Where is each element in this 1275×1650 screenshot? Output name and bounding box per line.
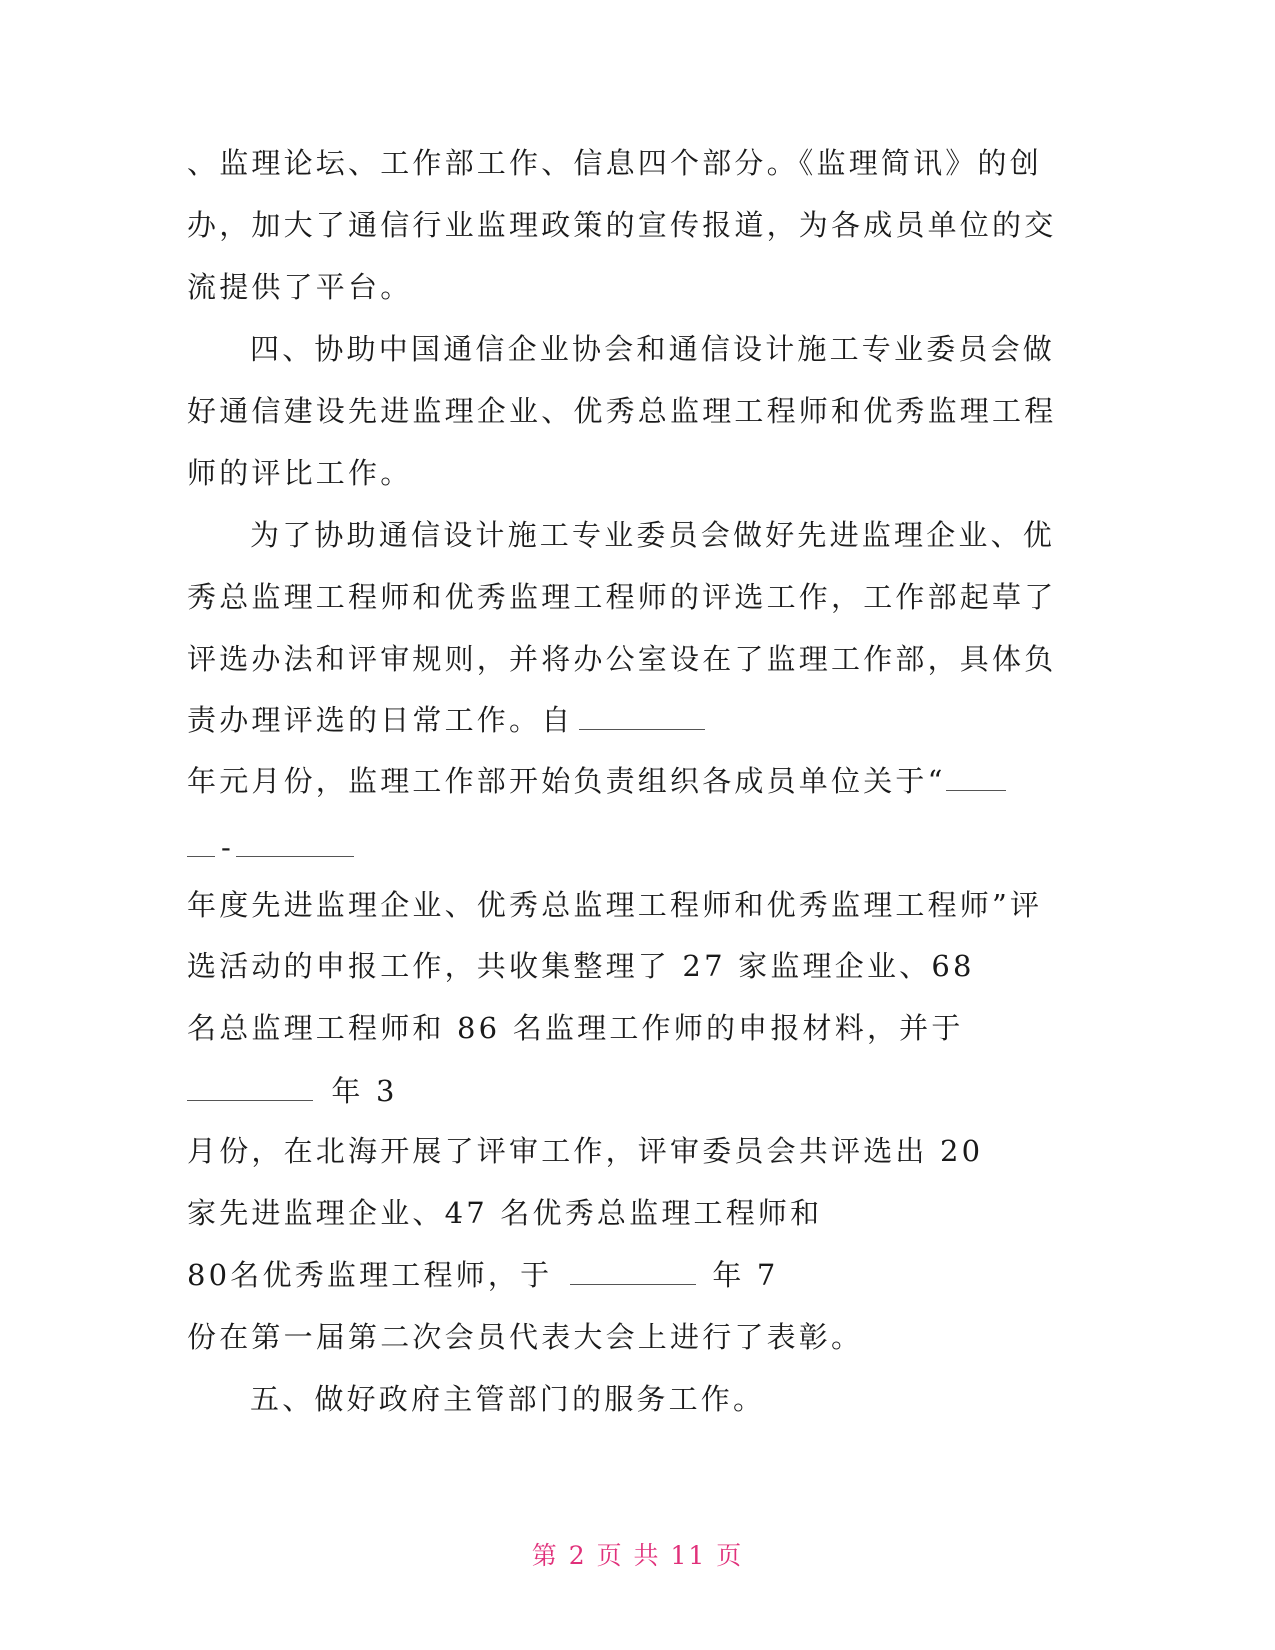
paragraph-line: 评选办法和评审规则，并将办公室设在了监理工作部，具体负 <box>187 642 1057 676</box>
paragraph-line: 好通信建设先进监理企业、优秀总监理工程师和优秀监理工程 <box>187 394 1057 428</box>
paragraph-line <box>187 1258 779 1292</box>
paragraph-line <box>187 764 1012 798</box>
paragraph-text: 80名优秀监理工程师，于 <box>187 1258 553 1292</box>
section-heading-five: 五、做好政府主管部门的服务工作。 <box>250 1382 766 1416</box>
paragraph-text: 责办理评选的日常工作。自 <box>187 703 574 737</box>
year-blank <box>570 1262 696 1285</box>
paragraph-line: 秀总监理工程师和优秀监理工程师的评选工作，工作部起草了 <box>187 580 1057 614</box>
paragraph-line <box>187 703 711 737</box>
year-range-separator: - <box>221 830 234 864</box>
paragraph-line: 师的评比工作。 <box>187 456 413 490</box>
year-blank <box>946 768 1006 791</box>
year-blank <box>187 1078 313 1101</box>
paragraph-line: 年度先进监理企业、优秀总监理工程师和优秀监理工程师”评 <box>187 888 1043 922</box>
paragraph-line: 为了协助通信设计施工专业委员会做好先进监理企业、优 <box>250 518 1056 552</box>
year-blank <box>187 834 215 857</box>
paragraph-line: 月份，在北海开展了评审工作，评审委员会共评选出 20 <box>187 1134 984 1168</box>
section-heading-four: 四、协助中国通信企业协会和通信设计施工专业委员会做 <box>250 332 1056 366</box>
page-footer: 第 2 页 共 11 页 <box>531 1541 744 1570</box>
paragraph-line <box>187 1074 398 1108</box>
paragraph-line: 选活动的申报工作，共收集整理了 27 家监理企业、68 <box>187 949 975 983</box>
paragraph-line: 家先进监理企业、47 名优秀总监理工程师和 <box>187 1196 823 1230</box>
paragraph-text: 年 7 <box>712 1258 779 1292</box>
paragraph-line: 名总监理工程师和 86 名监理工作师的申报材料，并于 <box>187 1011 964 1045</box>
year-blank <box>579 707 705 730</box>
paragraph-text: 年 3 <box>331 1074 398 1108</box>
year-blank <box>236 834 354 857</box>
paragraph-line: 、监理论坛、工作部工作、信息四个部分。《监理简讯》的创 <box>187 146 1042 180</box>
paragraph-line: 办，加大了通信行业监理政策的宣传报道，为各成员单位的交 <box>187 208 1057 242</box>
paragraph-text: 年元月份，监理工作部开始负责组织各成员单位关于“ <box>187 764 946 798</box>
paragraph-line: 流提供了平台。 <box>187 270 413 304</box>
paragraph-line: 份在第一届第二次会员代表大会上进行了表彰。 <box>187 1320 864 1354</box>
paragraph-line <box>187 830 360 864</box>
